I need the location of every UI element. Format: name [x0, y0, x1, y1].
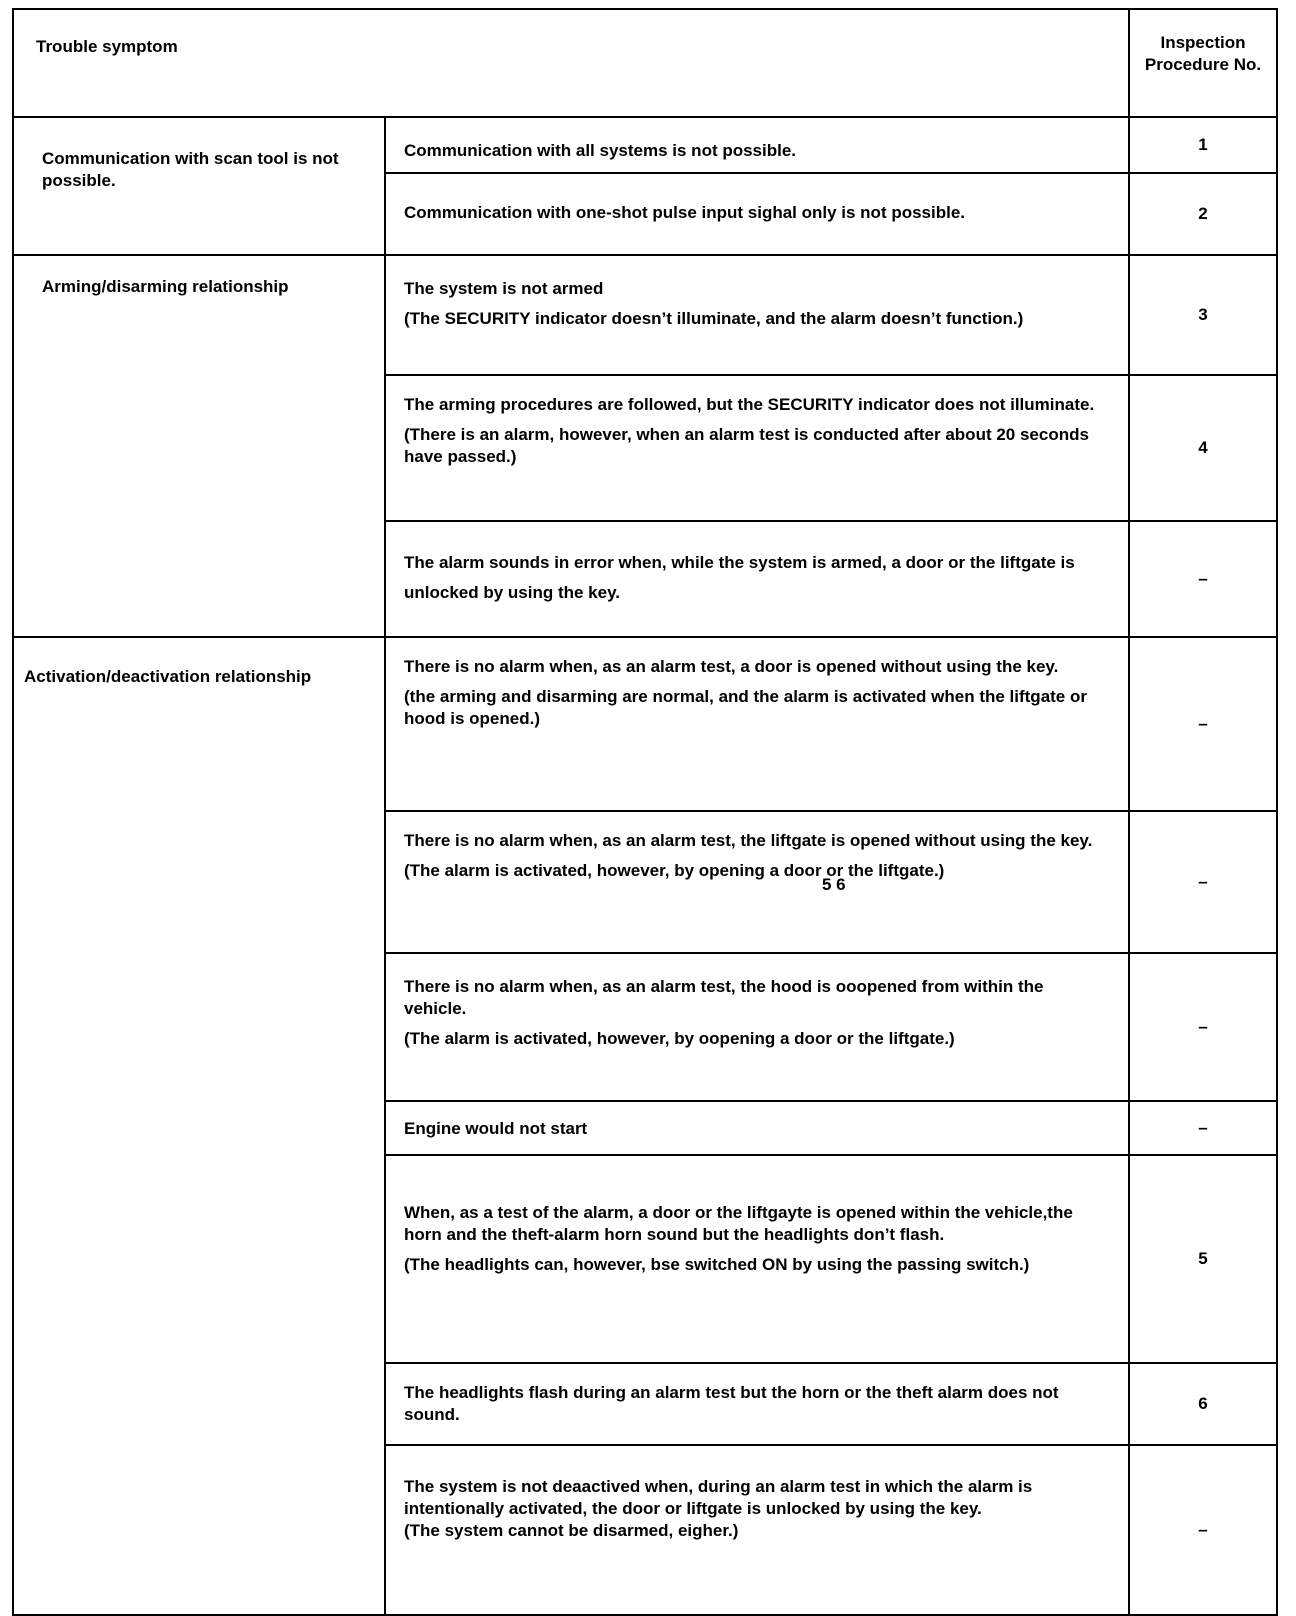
symptom-text: The arming procedures are followed, but the SECURITY indicator does not illuminate.: [404, 395, 1095, 414]
symptom-text: (The headlights can, however, bse switched ON by using the passing switch.): [404, 1255, 1030, 1274]
symptom-text: (the arming and disarming are normal, and the alarm is activated when the liftgate or hood is opened.): [404, 687, 1087, 728]
procedure-number: –: [1129, 1445, 1277, 1615]
group-label-arming: Arming/disarming relationship: [13, 255, 385, 637]
symptom-text: There is no alarm when, as an alarm test, the hood is ooopened from within the vehicle.: [404, 977, 1044, 1018]
symptom-cell: [385, 1363, 1129, 1445]
symptom-text: The alarm sounds in error when, while the system is armed, a door or the liftgate is unlocked by using the key.: [404, 553, 1075, 602]
symptom-text: The system is not deaactived when, during an alarm test in which the alarm is intentionally activated, the door or liftgate is unlocked by using the key.: [404, 1477, 1033, 1518]
procedure-number: 2: [1129, 173, 1277, 255]
symptom-text: (There is an alarm, however, when an alarm test is conducted after about 20 seconds have passed.): [404, 425, 1089, 466]
header-procedure-line2: Procedure No.: [1144, 55, 1262, 74]
procedure-number: –: [1129, 811, 1277, 953]
symptom-cell: [385, 255, 1129, 375]
table-row: [13, 117, 1277, 173]
symptom-text: The headlights flash during an alarm test but the horn or the theft alarm does not sound.: [404, 1383, 1059, 1424]
group-label-activation: Activation/deactivation relationship: [13, 637, 385, 1615]
procedure-number: 4: [1129, 375, 1277, 521]
document: [12, 8, 1276, 1616]
symptom-cell: [385, 1445, 1129, 1615]
symptom-text: There is no alarm when, as an alarm test, the liftgate is opened without using the key.: [404, 831, 1093, 850]
table-row: [13, 255, 1277, 375]
procedure-number: 6: [1129, 1363, 1277, 1445]
symptom-cell: [385, 173, 1129, 255]
symptom-text: (The SECURITY indicator doesn’t illuminate, and the alarm doesn’t function.): [404, 309, 1024, 328]
symptom-text: (The system cannot be disarmed, eigher.): [404, 1521, 739, 1540]
symptom-cell: [385, 117, 1129, 173]
header-procedure-no: [1129, 9, 1277, 117]
symptom-cell: [385, 1101, 1129, 1155]
table-header-row: [13, 9, 1277, 117]
procedure-number: 3: [1129, 255, 1277, 375]
procedure-number: –: [1129, 637, 1277, 811]
symptom-text: Communication with one-shot pulse input sighal only is not possible.: [404, 203, 966, 222]
group-label-communication: Communication with scan tool is not possible.: [13, 117, 385, 255]
overprint-number: 5 6: [822, 875, 846, 894]
symptom-cell: [385, 953, 1129, 1101]
symptom-text: When, as a test of the alarm, a door or the liftgayte is opened within the vehicle,the horn and the theft-alarm horn sound but the headlights don’t flash.: [404, 1203, 1073, 1244]
procedure-number: 5: [1129, 1155, 1277, 1363]
symptom-cell: [385, 637, 1129, 811]
symptom-cell: [385, 1155, 1129, 1363]
header-procedure-line1: Inspection: [1160, 33, 1246, 52]
procedure-number: –: [1129, 1101, 1277, 1155]
symptom-cell: [385, 375, 1129, 521]
symptom-text: There is no alarm when, as an alarm test, a door is opened without using the key.: [404, 657, 1059, 676]
symptom-cell: [385, 811, 1129, 953]
symptom-text: Engine would not start: [404, 1119, 588, 1138]
trouble-symptom-table: [12, 8, 1278, 1616]
procedure-number: 1: [1129, 117, 1277, 173]
procedure-number: –: [1129, 521, 1277, 637]
symptom-text: The system is not armed: [404, 279, 604, 298]
symptom-text: (The alarm is activated, however, by opening a door or the liftgate.): [404, 861, 945, 880]
procedure-number: –: [1129, 953, 1277, 1101]
symptom-cell: [385, 521, 1129, 637]
symptom-text: Communication with all systems is not possible.: [404, 141, 797, 160]
symptom-text: (The alarm is activated, however, by oopening a door or the liftgate.): [404, 1029, 955, 1048]
header-trouble-symptom: Trouble symptom: [13, 9, 1129, 117]
table-row: [13, 637, 1277, 811]
